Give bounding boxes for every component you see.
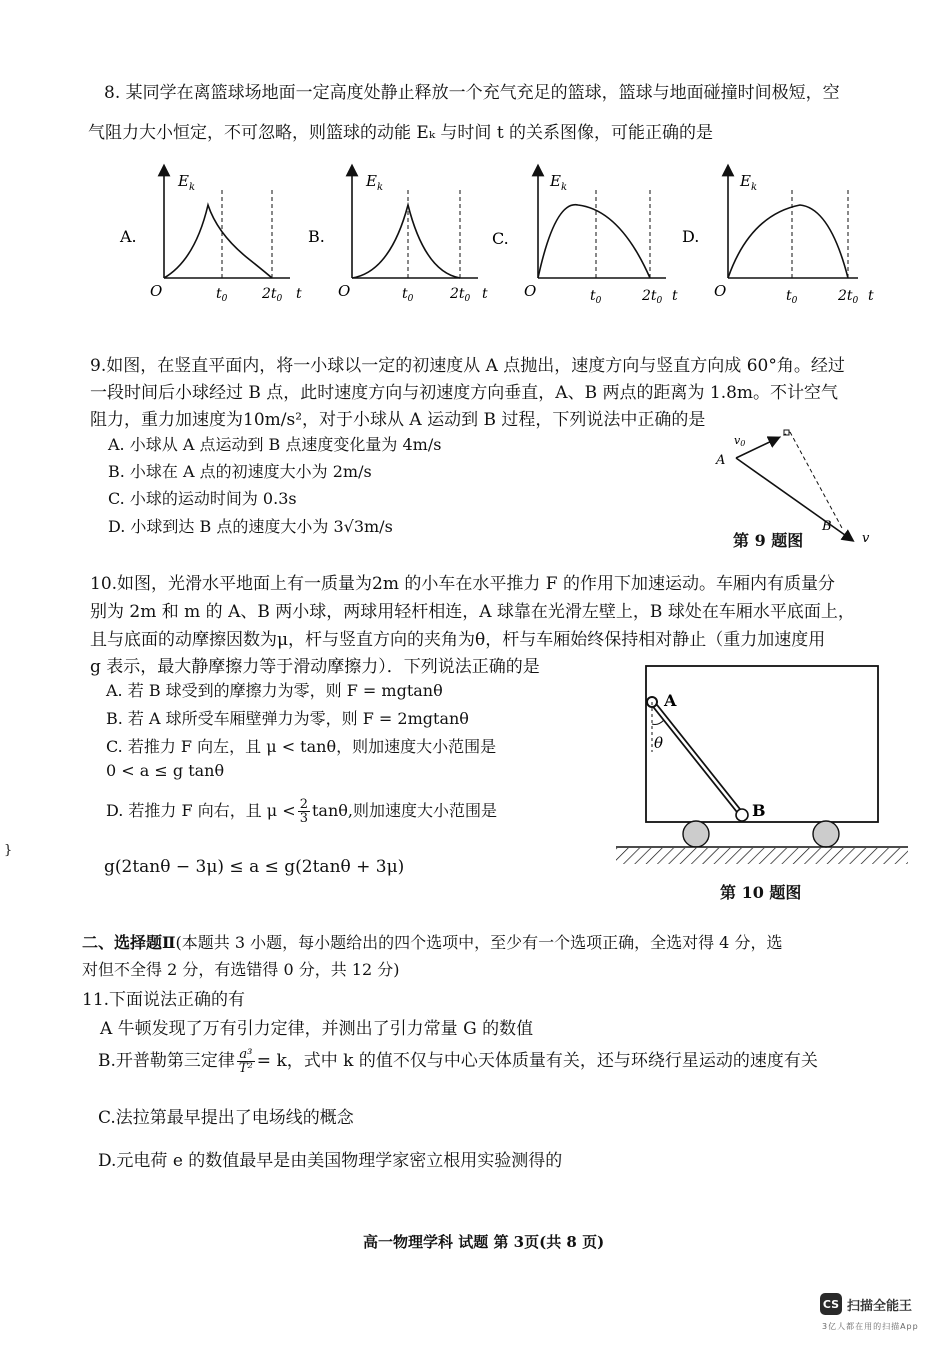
graph-a-xvar: t — [296, 286, 302, 302]
q10-stem-line4: g 表示，最大静摩擦力等于滑动摩擦力）．下列说法正确的是 — [90, 657, 540, 677]
q10-angle-arc — [652, 720, 664, 725]
q10-option-d-pre: D. 若推力 F 向右，且 μ < — [106, 801, 296, 820]
q9-stem-line1: 9.如图，在竖直平面内，将一小球以一定的初速度从 A 点抛出，速度方向与竖直方向成 60°角。经过 — [90, 356, 845, 376]
q8-graphs — [110, 160, 890, 310]
graph-c-label: C. — [492, 229, 509, 248]
q9-label-v0: v0 — [734, 434, 746, 448]
graph-c-2t0: $2t_0$ — [642, 288, 663, 306]
q9-label-a: A — [716, 453, 726, 468]
graph-d-t0: $t_0$ — [786, 288, 798, 306]
q11-option-b-post: = k，式中 k 的值不仅与中心天体质量有关，还与环绕行星运动的速度有关 — [256, 1051, 818, 1071]
q10-ball-b — [736, 809, 748, 821]
graph-a — [119, 170, 302, 304]
graph-d-curve — [728, 205, 848, 278]
graph-b-label: B. — [308, 227, 325, 246]
section2-title: 二、选择题Ⅱ — [82, 933, 176, 952]
q9-option-c: C. 小球的运动时间为 0.3s — [108, 489, 297, 508]
graph-b-t0: $t_0$ — [402, 286, 414, 304]
q9-option-a: A. 小球从 A 点运动到 B 点速度变化量为 4m/s — [108, 435, 442, 454]
q10-option-d-fraction — [298, 798, 310, 825]
graph-d — [682, 170, 874, 306]
scanner-watermark — [820, 1293, 912, 1315]
q9-figure-caption: 第 9 题图 — [733, 531, 804, 550]
watermark-name: 扫描全能王 — [847, 1298, 913, 1314]
graph-a-label: A. — [120, 227, 137, 246]
q11-option-d: D.元电荷 e 的数值最早是由美国物理学家密立根用实验测得的 — [98, 1151, 563, 1171]
graph-a-curve — [164, 205, 272, 278]
q10-label-theta: θ — [654, 734, 664, 752]
graph-d-label: D. — [682, 227, 700, 246]
q9-stem-line3: 阻力，重力加速度为10m/s²，对于小球从 A 运动到 B 过程，下列说法中正确的是 — [90, 410, 706, 430]
graph-b-2t0: $2t_0$ — [450, 286, 471, 304]
q10-option-a: A. 若 B 球受到的摩擦力为零，则 F = mgtanθ — [106, 681, 443, 700]
graph-a-origin: O — [150, 282, 163, 300]
graph-a-2t0: $2t_0$ — [262, 286, 283, 304]
graph-b-origin: O — [338, 282, 351, 300]
q9-label-b: B — [822, 519, 832, 534]
q11-option-a: A 牛顿发现了万有引力定律，并测出了引力常量 G 的数值 — [100, 1019, 534, 1039]
q9-option-b: B. 小球在 A 点的初速度大小为 2m/s — [108, 462, 372, 481]
graph-b-ylabel: $E_k$ — [366, 172, 384, 193]
q10-fraction-den: 3 — [299, 811, 308, 826]
q10-wheel-right — [813, 821, 839, 847]
q10-stem-line1: 10.如图，光滑水平地面上有一质量为2m 的小车在水平推力 F 的作用下加速运动。车厢内有质量分 — [90, 574, 835, 594]
graph-d-origin: O — [714, 282, 727, 300]
graph-c-ylabel: $E_k$ — [550, 172, 568, 193]
margin-mark: } — [4, 843, 13, 858]
q11-stem: 11.下面说法正确的有 — [82, 990, 246, 1010]
graph-b-curve — [352, 205, 460, 278]
q8-stem-line1: 8. 某同学在离篮球场地面一定高度处静止释放一个充气充足的篮球，篮球与地面碰撞时间极短，空 — [104, 83, 840, 103]
q11-kepler-fraction — [237, 1048, 255, 1075]
graph-a-t0: $t_0$ — [216, 286, 228, 304]
graph-b — [308, 170, 488, 304]
q11-option-b-pre: B.开普勒第三定律 — [98, 1051, 235, 1071]
q11-fraction-num: a³ — [237, 1048, 255, 1062]
q10-figure-caption: 第 10 题图 — [720, 883, 802, 902]
section2-instructions: (本题共 3 小题，每小题给出的四个选项中，至少有一个选项正确，全选对得 4 分，选 — [175, 933, 783, 952]
q10-option-c-line2: 0 < a ≤ g tanθ — [106, 761, 225, 780]
graph-d-2t0: $2t_0$ — [838, 288, 859, 306]
q10-label-a: A — [664, 691, 677, 710]
q10-option-c-line1: C. 若推力 F 向左，且 μ < tanθ，则加速度大小范围是 — [106, 737, 497, 756]
section2-line2: 对但不全得 2 分，有选错得 0 分，共 12 分) — [82, 960, 400, 979]
graph-d-ylabel: $E_k$ — [740, 172, 758, 193]
graph-d-xvar: t — [868, 288, 874, 304]
q10-cart-box — [646, 666, 878, 822]
q11-fraction-den: T² — [238, 1061, 253, 1076]
graph-c-origin: O — [524, 282, 537, 300]
graph-b-xvar: t — [482, 286, 488, 302]
q9-stem-line2: 一段时间后小球经过 B 点，此时速度方向与初速度方向垂直，A、B 两点的距离为 1.8m。不计空气 — [90, 383, 839, 403]
watermark-tagline: 3亿人都在用的扫描App — [822, 1322, 919, 1331]
q10-fraction-num: 2 — [299, 797, 308, 812]
cs-logo-icon: CS — [820, 1293, 842, 1315]
graph-c — [492, 170, 678, 306]
q10-label-b: B — [752, 801, 766, 820]
graph-c-curve — [538, 205, 650, 278]
q10-stem-line3: 且与底面的动摩擦因数为μ，杆与竖直方向的夹角为θ，杆与车厢始终保持相对静止（重力加速度用 — [90, 630, 826, 650]
q10-ground-hatch — [616, 848, 908, 864]
q10-option-b: B. 若 A 球所受车厢壁弹力为零，则 F = 2mgtanθ — [106, 709, 469, 728]
page-footer: 高一物理学科 试题 第 3页(共 8 页) — [363, 1233, 605, 1251]
q10-figure — [612, 660, 912, 880]
q11-option-b — [98, 1046, 818, 1075]
q10-wheel-left — [683, 821, 709, 847]
q9-label-v: v — [862, 531, 870, 546]
q10-stem-line2: 别为 2m 和 m 的 A、B 两小球，两球用轻杆相连，A 球靠在光滑左壁上，B 球处在车厢水平底面上， — [90, 602, 855, 622]
graph-c-xvar: t — [672, 288, 678, 304]
q10-option-d-line1 — [106, 798, 497, 825]
q10-option-d-line2: g(2tanθ − 3μ) ≤ a ≤ g(2tanθ + 3μ) — [104, 857, 405, 877]
q9-option-d: D. 小球到达 B 点的速度大小为 3√3m/s — [108, 517, 393, 536]
q11-option-c: C.法拉第最早提出了电场线的概念 — [98, 1108, 354, 1128]
q10-option-d-post: tanθ,则加速度大小范围是 — [311, 801, 497, 820]
graph-c-t0: $t_0$ — [590, 288, 602, 306]
graph-a-ylabel: $E_k$ — [178, 172, 196, 193]
q8-stem-line2: 气阻力大小恒定，不可忽略，则篮球的动能 Eₖ 与时间 t 的关系图像，可能正确的是 — [88, 123, 714, 143]
section2-line1 — [82, 930, 782, 953]
